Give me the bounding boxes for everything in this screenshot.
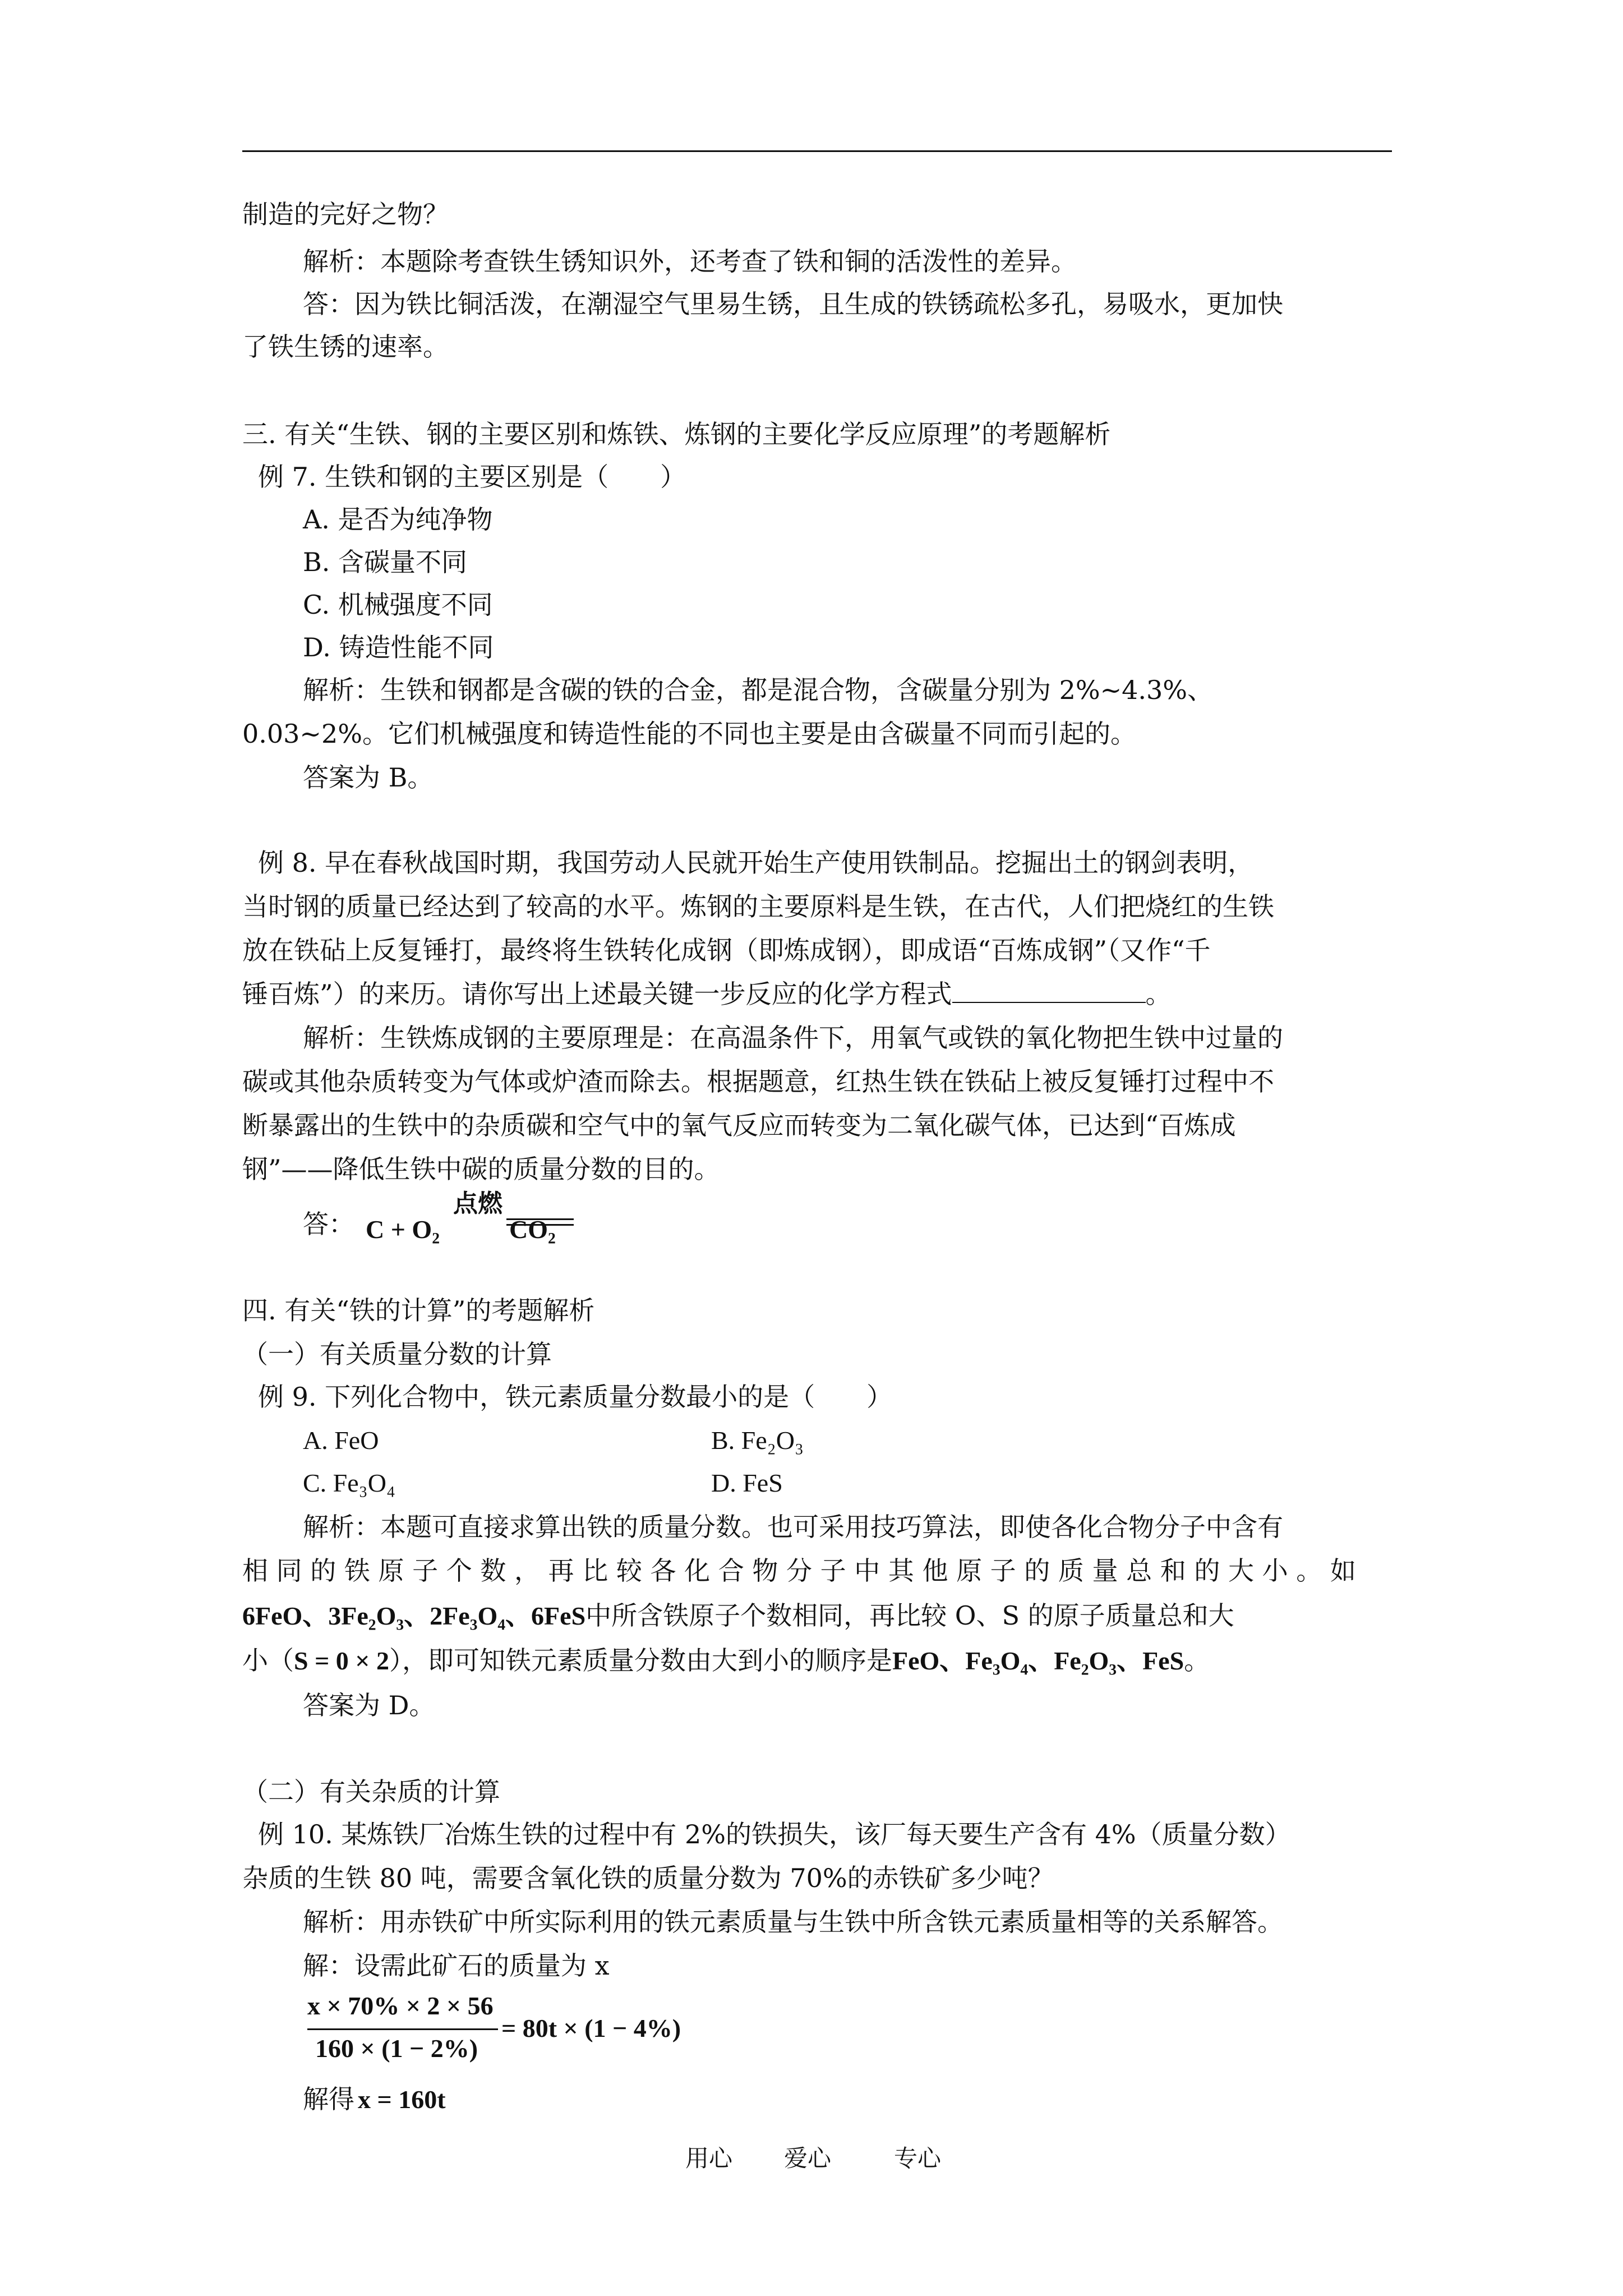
text-line: 杂质的生铁 80 吨，需要含氧化铁的质量分数为 70%的赤铁矿多少吨？ [242, 1863, 1054, 1893]
option: B. Fe₂O₃ [711, 1426, 804, 1455]
formula: x = 160t [358, 2085, 446, 2114]
text-line: 断暴露出的生铁中的杂质碳和空气中的氧气反应而转变为二氧化碳气体，已达到“百炼成 [242, 1110, 1236, 1140]
option: C. 机械强度不同 [303, 590, 493, 620]
reaction-condition: 点燃 [453, 1189, 502, 1218]
option: D. FeS [711, 1469, 783, 1497]
text-line [242, 1599, 1234, 1633]
text-line: 碳或其他杂质转变为气体或炉渣而除去。根据题意，红热生铁在铁砧上被反复锤打过程中不 [242, 1066, 1274, 1097]
text-line: 当时钢的质量已经达到了较高的水平。炼钢的主要原料是生铁，在古代，人们把烧红的生铁 [242, 891, 1274, 922]
fraction-bar [307, 2028, 498, 2030]
subsection-heading: （一）有关质量分数的计算 [242, 1339, 552, 1369]
option: C. Fe₃O₄ [303, 1469, 395, 1497]
text-segment: 小（ [242, 1645, 294, 1676]
option: B. 含碳量不同 [303, 547, 468, 577]
text-segment: 。 [1145, 979, 1172, 1009]
text-line: 了铁生锈的速率。 [242, 332, 449, 362]
text-line: 制造的完好之物？ [242, 199, 449, 229]
text-line [242, 977, 1172, 1011]
footer-text: 爱心 [784, 2145, 832, 2172]
text-line: 0.03~2%。它们机械强度和铸造性能的不同也主要是由含碳量不同而引起的。 [242, 719, 1136, 749]
text-segment: 。 [1184, 1645, 1210, 1676]
text-line [303, 2082, 446, 2116]
answer-line: 答案为 B。 [303, 762, 434, 793]
question-title: 例 8. 早在春秋战国时期，我国劳动人民就开始生产使用铁制品。挖掘出土的钢剑表明， [258, 848, 1254, 878]
equation-product: CO₂ [509, 1215, 556, 1244]
text-line [242, 1644, 1210, 1678]
text-line: 解析：本题可直接求算出铁的质量分数。也可采用技巧算法，即使各化合物分子中含有 [303, 1512, 1283, 1542]
formula: FeO、Fe₃O₄、Fe₂O₃、FeS [892, 1646, 1184, 1675]
formula: S = 0 × 2 [294, 1646, 390, 1675]
question-title: 例 9. 下列化合物中，铁元素质量分数最小的是（ ） [258, 1382, 893, 1412]
text-line: 放在铁砧上反复锤打，最终将生铁转化成钢（即炼成钢），即成语“百炼成钢”（又作“千 [242, 935, 1211, 965]
equation-reactants: C + O₂ [366, 1215, 440, 1244]
text-segment: ），即可知铁元素质量分数由大到小的顺序是 [389, 1645, 893, 1676]
text-line: 解析：生铁和钢都是含碳的铁的合金，都是混合物，含碳量分别为 2%~4.3%、 [303, 675, 1214, 705]
section-heading: 四. 有关“铁的计算”的考题解析 [242, 1295, 595, 1326]
question-title: 例 7. 生铁和钢的主要区别是（ ） [258, 462, 686, 492]
text-segment: 解得 [303, 2084, 354, 2114]
text-segment: 中所含铁原子个数相同，再比较 O、S 的原子质量总和大 [585, 1600, 1234, 1631]
option: A. FeO [303, 1426, 379, 1455]
text-line: 相 同 的 铁 原 子 个 数 ， 再 比 较 各 化 合 物 分 子 中 其 他 原 子 的 质 量 总 和 的 大 小 。 如 [242, 1556, 1356, 1586]
answer-label: 答： [303, 1209, 354, 1239]
answer-line: 答案为 D。 [303, 1690, 435, 1720]
section-heading: 三. 有关“生铁、钢的主要区别和炼铁、炼钢的主要化学反应原理”的考题解析 [242, 419, 1111, 449]
fraction-numerator: x × 70% × 2 × 56 [307, 1991, 494, 2020]
text-line: 答：因为铁比铜活泼，在潮湿空气里易生锈，且生成的铁锈疏松多孔，易吸水，更加快 [303, 289, 1283, 319]
header-rule [242, 150, 1392, 152]
option: D. 铸造性能不同 [303, 632, 494, 662]
footer-text: 专心 [894, 2145, 942, 2172]
fraction-denominator: 160 × (1 − 2%) [315, 2034, 478, 2063]
subsection-heading: （二）有关杂质的计算 [242, 1777, 500, 1807]
formula: 6FeO、3Fe₂O₃、2Fe₃O₄、6FeS [242, 1602, 586, 1630]
question-title: 例 10. 某炼铁厂冶炼生铁的过程中有 2%的铁损失，该厂每天要生产含有 4%（质量分数） [258, 1819, 1291, 1849]
option: A. 是否为纯净物 [303, 504, 493, 535]
text-segment: 锤百炼”）的来历。请你写出上述最关键一步反应的化学方程式 [242, 979, 952, 1009]
text-line: 解：设需此矿石的质量为 x [303, 1950, 610, 1981]
equation-rhs: = 80t × (1 − 4%) [501, 2014, 681, 2042]
text-line: 解析：本题除考查铁生锈知识外，还考查了铁和铜的活泼性的差异。 [303, 246, 1077, 277]
answer-blank [952, 977, 1146, 1003]
footer-text: 用心 [685, 2145, 733, 2172]
text-line: 解析：生铁炼成钢的主要原理是：在高温条件下，用氧气或铁的氧化物把生铁中过量的 [303, 1023, 1283, 1053]
text-line: 解析：用赤铁矿中所实际利用的铁元素质量与生铁中所含铁元素质量相等的关系解答。 [303, 1907, 1283, 1937]
text-line: 钢”——降低生铁中碳的质量分数的目的。 [242, 1154, 720, 1184]
